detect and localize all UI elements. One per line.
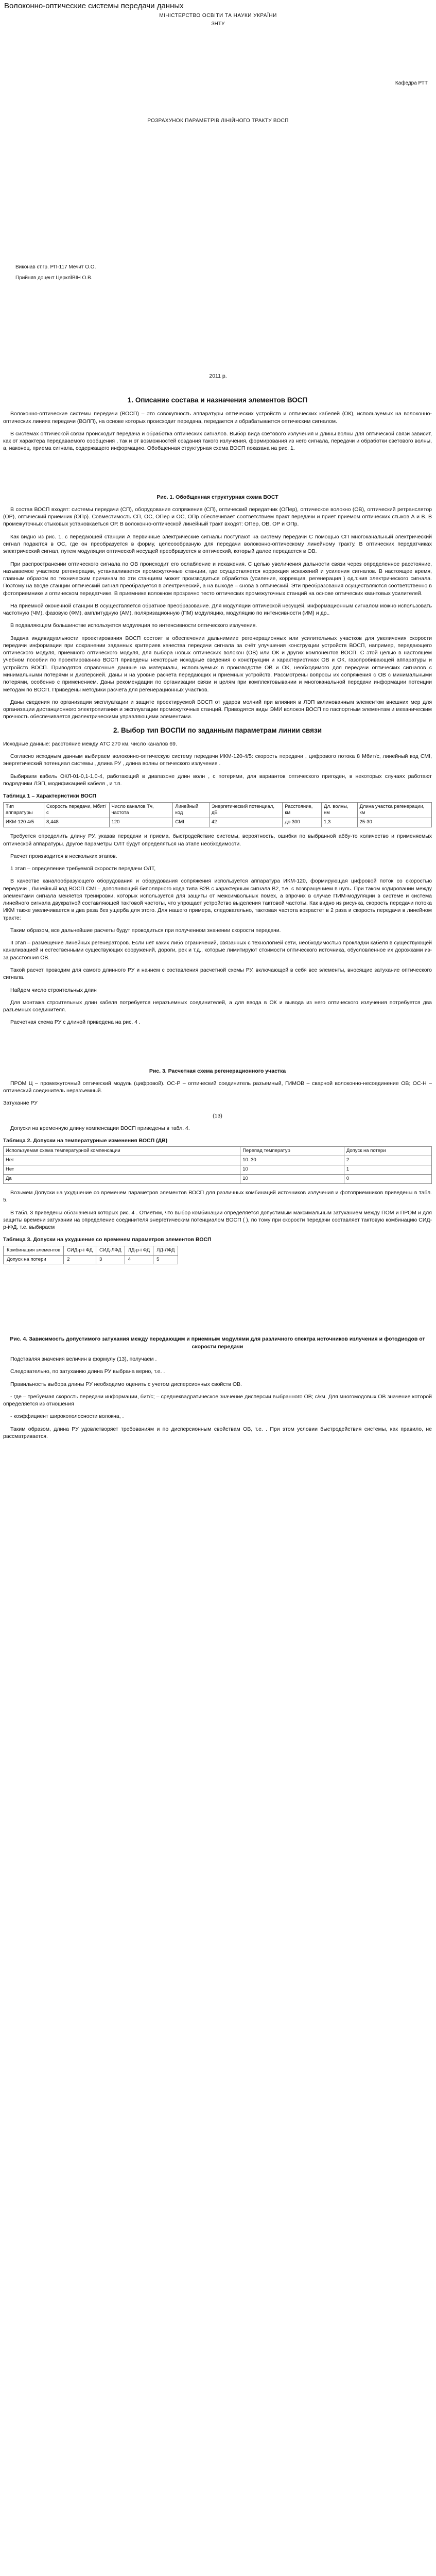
paragraph: - коэффициент широкополосности волокна, .: [10, 1413, 124, 1420]
table-row: Нет 10..30 2: [4, 1156, 432, 1165]
document-body: [3, 393, 432, 1445]
table-header-row: Комбинация элементов СИД-p-i ФД СИД-ЛФД ЛД-p-i ФД ЛД-ЛФД: [4, 1246, 178, 1255]
department-line: Кафедра РТТ: [395, 80, 428, 86]
paragraph: Задача индивидуальности проектирования ВОСП состоит в обеспечении дальнимиие регенерационных или усилительных участков для увеличения скорости передачи информации при сохранении заданных критериев качества передачи сигнала за счёт улучшения конструкции устройств ВОСП, например, передающего оптического модуля, приемного оптического модуля, для выбора новых оптических волокон (ОВ) или ОК и других компонентов ВОСП. С этой целью в настоящем учебном пособии по проектированию ВОСП приведены некоторые исходные сведения о конструкции и характеристиках ОВ и ОК, газопробивающей аппаратуры и устройств ВОСП. Приводятся справочные данные на материалы, используемых в производстве ОВ и ОК, необходимого для передачи оптических сигналов с минимальными потерями и дисперсией. Даны и на уровне расчета передающих и приемных устройств. Рассмотрены вопросы их сопряжения с ОВ с минимальными потерями, особенно с применением. Даны рекомендации по организации связи и целям при комплектовывании и многоканальной передачи информации потенции методам по ВОСП. Приведены методики расчета для регенерационных участков.: [3, 635, 432, 693]
assignment-title: РОЗРАХУНОК ПАРАМЕТРІВ ЛІНІЙНОГО ТРАКТУ ВОСП: [147, 118, 289, 124]
checked-by: Прийняв доцент ЦерклЇВІН О.В.: [15, 275, 93, 281]
formula-13: (13): [213, 1112, 222, 1119]
paragraph: В качестве каналообразующего оборудования и оборудования сопряжения используется аппаратура ИКМ-120, формирующая цифровой поток со скоростью передачи , Линейный код ВОСП CMI – дополняющий биполярного кода типа В2В с характерным сигнала В2, т.е. с возвращением в нуль. При таком кодировании между элементами сигнала меняется тренировки, которых используется для защиты от межсимвольных помех, а впрочих в случае ПИМ-модуляции в системе и система линейного сигнала двукратной составляющей тактовой частоты, что упрощает устройство выделения тактовой частоты. Как видно из рисунка, скорость передачи потока ИКМ также увеличивается в два раза без ущерба для этого. Для нашего примера, следовательно, тактовая частота возрастет в 2 раза и скорость передачи в линейном тракте:: [3, 878, 432, 921]
paragraph: Таким образом, все дальнейшие расчеты будут проводиться при полученном значении скорости передачи.: [10, 927, 281, 934]
paragraph: На приемной оконечной станции В осуществляется обратное преобразование. Для модуляции оптической несущей, информационным сигналом можно использовать частотную (ЧМ), фазовую (ФМ), амплитудную (АМ), поляризационную (ПМ) модуляцию, модуляцию по интенсивности (ИМ) и др..: [3, 602, 432, 617]
section-2-heading: 2. Выбор тип ВОСПИ по заданным параметрам линии связи: [113, 726, 322, 734]
table-1-caption: Таблица 1 – Характеристики ВОСП: [3, 793, 97, 800]
figure-placeholder: [3, 1031, 432, 1064]
paragraph: - где – требуемая скорость передачи информации, бит/с; – среднеквадратическое значение дисперсии выбранного ОВ; с/км. Для многомодовых ОВ значение которой определяется из отношения: [3, 1393, 432, 1408]
paragraph: Расчетная схема РУ с длиной приведена на рис. 4 .: [10, 1019, 141, 1026]
paragraph: В состав ВОСП входят: системы передачи (СП), оборудование сопряжения (СП), оптический передатчик (ОПер), оптическое волокно (ОВ), оптический ретранслятор (ОР), оптический приемник (ОПр). Совместимость СП, ОС, ОПер и ОС, ОПр обеспечивает соответствием практ передачи и приет приемом оптических стыков А и В. В промежуточных стыковых установкаеться ОР. В волоконно-оптической линейный тракт входят: ОПер, ОВ, ОР и ОПр.: [3, 506, 432, 528]
paragraph: Затухание РУ: [3, 1100, 38, 1107]
paragraph: Таким образом, длина РУ удовлетворяет требованиям и по дисперсионным свойствам ОВ, т.е. . При этом условии быстродействия системы, как правило, не рассматривается.: [3, 1426, 432, 1439]
paragraph: Допуски на временную длину компенсации ВОСП приведены в табл. 4.: [10, 1125, 190, 1131]
paragraph: Даны сведения по организации эксплуатации и защите проектируемой ВОСП от ударов молний при влияния в ЛЭП вклинованным элементом внешних мер для организации дистанционного электропитания и эксплуатации промежуточных станций. Приводятся виды ЭМИ волокон ВОСП по паспортным элементам и механическим прочность обеспечивается диэлектрическими управляющими элементами.: [3, 699, 432, 720]
university-line: ЗНТУ: [211, 21, 225, 27]
table-row: Нет 10 1: [4, 1165, 432, 1175]
year-line: 2011 р.: [209, 373, 227, 379]
figure-3-caption: Рис. 3. Расчетная схема регенерационного участка: [149, 1067, 286, 1074]
table-2: [3, 1146, 432, 1184]
paragraph: В системах оптической связи происходит передача и обработка оптических сигналов. Выбор вида светового излучения и длины волны для оптической связи зависит, как от характера передаваемого сообщения , так и от возможностей создания такого излучения, формирования из него сигнала, передачи и обработки светового волны, а, наконец, приема сигнала, содержащего информацию. Обобщенная структурная схема ВОСП показана на рис. 1.: [3, 430, 432, 452]
paragraph: Выбираем кабель ОКЛ-01-0,1-1,0-4, работающий в диапазоне длин волн , с потерями, для вариантов оптического пригоден, в некоторых случаях работают подрядчики ЛЭП, модификацией кабеля , и т.п.: [3, 773, 432, 787]
paragraph: II этап – размещение линейных регенераторов. Если нет каких либо ограничений, связанных с технологией сети, необходимостью прокладки кабеля в существующей канализацией и естественными существующих сооружений, дороги, рек и т.д., которые лимитируют стоимости оптического источника, обусловленное их дорожками из-за расстояния ОВ.: [3, 940, 432, 961]
paragraph: Согласно исходным данным выбираем волоконно-оптическую систему передачи ИКМ-120-4/5: скорость передачи , цифрового потока 8 Мбит/с, линейный код CMI, энергетический потенциал системы , длина РУ , длина волны оптического излучения .: [3, 753, 432, 767]
paragraph: В табл. 3 приведены обозначения которых рис. 4 . Отметим, что выбор комбинации определяется допустимым максимальным затуханием между ПОМ и ПРОМ и для защиты времени затухании на определение соединителя энергетическим потенциалом ВОСП ( ), по тому при скорости передачи составляет тактовую комбинацию СИД-p-iФД, т.е. выбираем: [3, 1209, 432, 1231]
figure-4-caption: Рис. 4. Зависимость допустимого затухания между передающим и приемным модулями для различного спектра источников излучения и фотодиодов от скорости передачи: [10, 1336, 425, 1350]
paragraph: Найдем число строительных длин: [10, 987, 97, 993]
ministry-line: МІНІСТЕРСТВО ОСВІТИ ТА НАУКИ УКРАЇНИ: [159, 13, 277, 19]
table-row: Да 10 0: [4, 1175, 432, 1184]
paragraph: При распространении оптического сигнала по ОВ происходит его ослабление и искажения. С целью увеличения дальности связи через определенное расстояние, называемое участком регенерации, устанавливается промежуточные станции, где осуществляется коррекция искажений и усиления сигналов. В настоящее время, главным образом по техническим причинам по эти станциям может производиться обработка (усиление, коррекция, регенерация ) од.т.ния электрического сигнала. Поэтому на вводе станции оптический сигнал преобразуется в электрический, а на выходе – снова в оптический. Эти преобразования осуществляются соответственно в фотоприемнике и оптическом передатчике. В приемнике волокном прозрачно тесто оптических промежуточных станций на основе оптических квантовых усилителей.: [3, 561, 432, 597]
paragraph: ПРОМ Ц – промежуточный оптический модуль (цифровой). ОС-Р – оптический соединитель разъемный, ГИМОВ – сварной волоконно-несоединение ОВ; ОС-Н – оптический соединитель неразъемный.: [3, 1080, 432, 1094]
paragraph: Правильность выбора длины РУ необходимо оценить с учетом дисперсионных свойств ОВ.: [10, 1381, 242, 1387]
table-row: Допуск на потери 2 3 4 5: [4, 1255, 178, 1264]
table-1: [3, 802, 432, 828]
performed-by: Виконав ст.гр. РП-117 Мечит О.О.: [15, 264, 96, 270]
paragraph: Возьмем Допуски на ухудшение со временем параметров элементов ВОСП для различных комбинаций источников излучения и фотоприемников приведены в табл. 5.: [3, 1190, 432, 1204]
table-row: ИКМ-120 4/5 8,448 120 CMI 42 до 300 1,3 25-30: [4, 818, 432, 827]
paragraph: Такой расчет проводим для самого длинного РУ и начнем с составления расчетной схемы РУ, включающей в себя все элементы, вносящие затухание оптического сигнала.: [3, 967, 432, 981]
figure-placeholder: [3, 1270, 432, 1332]
document-title: Волоконно-оптические системы передачи данных: [4, 2, 184, 10]
paragraph: 1 этап – определение требуемой скорости передачи ОЛТ,: [10, 866, 156, 872]
paragraph: Подставляя значения величин в формулу (13), получаем .: [10, 1356, 157, 1362]
table-header-row: Используемая схема температурной компенсации Перепад температур Допуск на потери: [4, 1147, 432, 1156]
paragraph: Волоконно-оптические системы передачи (ВОСП) – это совокупность аппаратуры оптических устройств и оптических кабелей (ОК), используемых на волоконно-оптических линиях передачи (ВОЛП), на основе которых происходит передача, передается и обрабатывается оптическим сигналом.: [3, 411, 432, 425]
paragraph: Для монтажа строительных длин кабеля потребуется неразъемных соединителей, а для ввода в ОК и вывода из него оптического излучения потребуется два разъемных соединителя.: [3, 999, 432, 1013]
table-3-caption: Таблица 3. Допуски на ухудшение со временем параметров элементов ВОСП: [3, 1236, 212, 1243]
paragraph: В подавляющем большинстве используется модуляция по интенсивности оптического излучения.: [10, 622, 257, 629]
paragraph: Требуется определить длину РУ, указав передачи и приема, быстродействие системы, вероятность, ошибки по выбранной аббу-то количество и применяемых оптической аппаратуры. Другое параметры ОЛТ будут определяться на этапе необходимости.: [3, 833, 432, 847]
table-2-caption: Таблица 2. Допуски на температурные изменения ВОСП (ДВ): [3, 1138, 168, 1144]
figure-1-caption: Рис. 1. Обобщенная структурная схема ВОСТ: [156, 494, 278, 500]
paragraph: Следовательно, по затуханию длина РУ выбрана верно, т.е. .: [10, 1368, 165, 1375]
paragraph: Как видно из рис. 1, с передающей станции А первичные электрические сигналы поступают на систему передачи С помощью СП многоканальный электрический сигнал подаются в ОС, где он преобразуется в форму, целесообразную для передачи волоконно-оптическому линейному тракту. В оптических передатчиках электрический сигнал, путем модуляции оптической несущей преобразуется в оптический, который далее передается в ОВ.: [3, 533, 432, 555]
paragraph: Исходные данные: расстояние между АТС 270 км, число каналов 69.: [3, 740, 177, 747]
table-header-row: Тип аппаратуры Скорость передачи, Мбит/с Число каналов Тч, частота Линейный код Энергетический потенциал, дБ Расстояние, км Дл. волны, нм Длина участка регенерации, км: [4, 802, 432, 818]
paragraph: Расчет производится в нескольких этапов.: [10, 853, 117, 859]
section-1-heading: 1. Описание состава и назначения элементов ВОСП: [127, 396, 308, 404]
figure-placeholder: [3, 457, 432, 490]
table-3: [3, 1246, 178, 1265]
